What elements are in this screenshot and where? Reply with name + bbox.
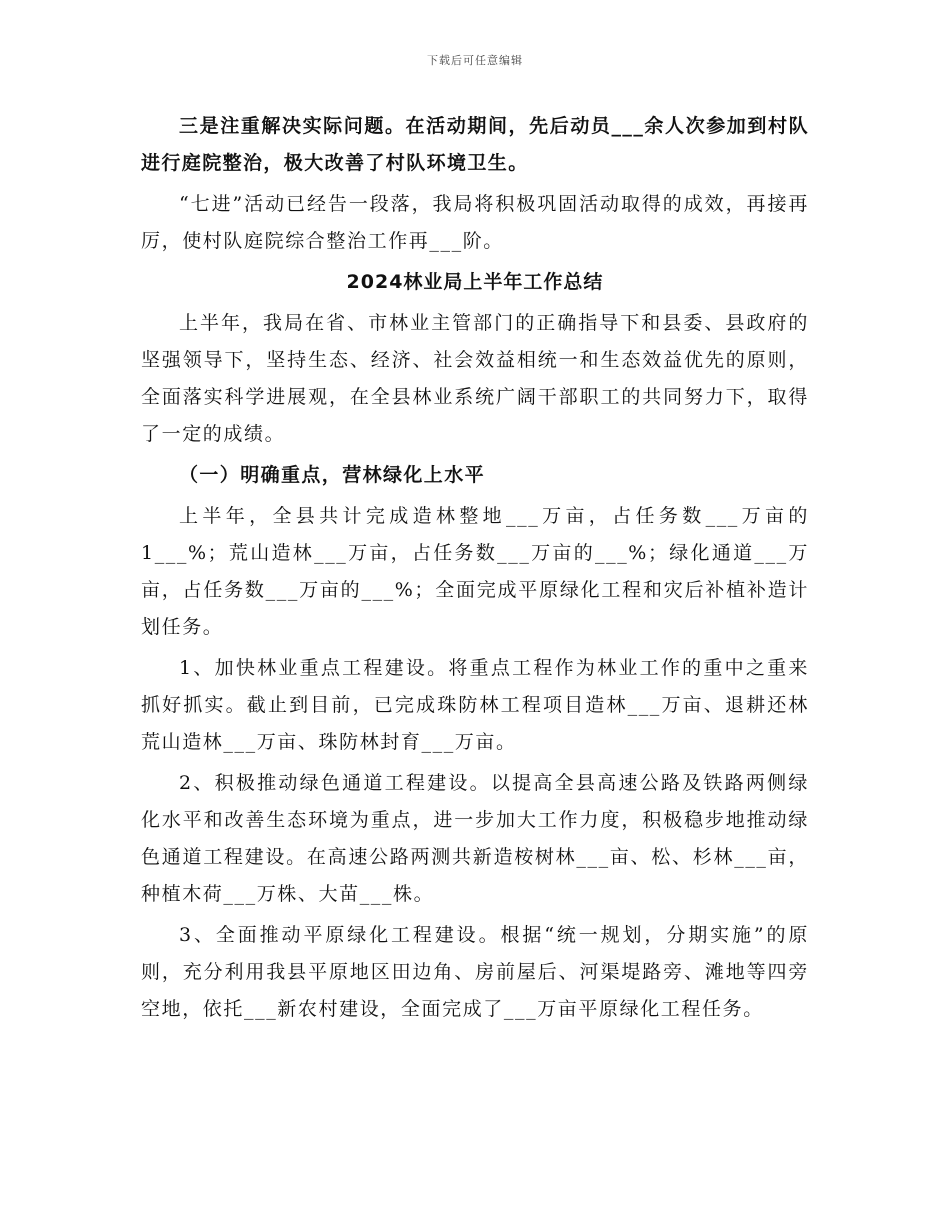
- paragraph-seven-campaign: “七进”活动已经告一段落，我局将积极巩固活动取得的成效，再接再厉，使村队庭院综合整治工作再___阶。: [141, 193, 809, 252]
- document-title: 2024林业局上半年工作总结: [346, 271, 604, 293]
- paragraph-plain-greening: 3、全面推动平原绿化工程建设。根据“统一规划，分期实施”的原则，充分利用我县平原地区田边角、房前屋后、河渠堤路旁、滩地等四旁空地，依托___新农村建设，全面完成了___万亩平原绿化工程任务。: [141, 924, 809, 1020]
- page-header: 下载后可任意编辑: [427, 54, 523, 67]
- paragraph-key-projects: 1、加快林业重点工程建设。将重点工程作为林业工作的重中之重来抓好抓实。截止到目前，已完成珠防林工程项目造林___万亩、退耕还林荒山造林___万亩、珠防林封育___万亩。: [141, 657, 809, 753]
- paragraph-intro: 上半年，我局在省、市林业主管部门的正确指导下和县委、县政府的坚强领导下，坚持生态、经济、社会效益相统一和生态效益优先的原则，全面落实科学进展观，在全县林业系统广阔干部职工的共同努力下，取得了一定的成绩。: [141, 312, 809, 445]
- paragraph-green-corridor: 2、积极推动绿色通道工程建设。以提高全县高速公路及铁路两侧绿化水平和改善生态环境为重点，进一步加大工作力度，积极稳步地推动绿色通道工程建设。在高速公路两测共新造桉树林___亩、松、杉林___亩，种植木荷___万株、大苗___株。: [141, 772, 809, 905]
- section-heading-1: （一）明确重点，营林绿化上水平: [179, 464, 486, 486]
- paragraph-practical-problems: 三是注重解决实际问题。在活动期间，先后动员___余人次参加到村队进行庭院整治，极大改善了村队环境卫生。: [141, 115, 809, 174]
- paragraph-afforestation-stats: 上半年，全县共计完成造林整地___万亩，占任务数___万亩的1___%；荒山造林___万亩，占任务数___万亩的___%；绿化通道___万亩，占任务数___万亩的___%；全面完成平原绿化工程和灾后补植补造计划任务。: [141, 505, 809, 638]
- document-body: [141, 108, 809, 1032]
